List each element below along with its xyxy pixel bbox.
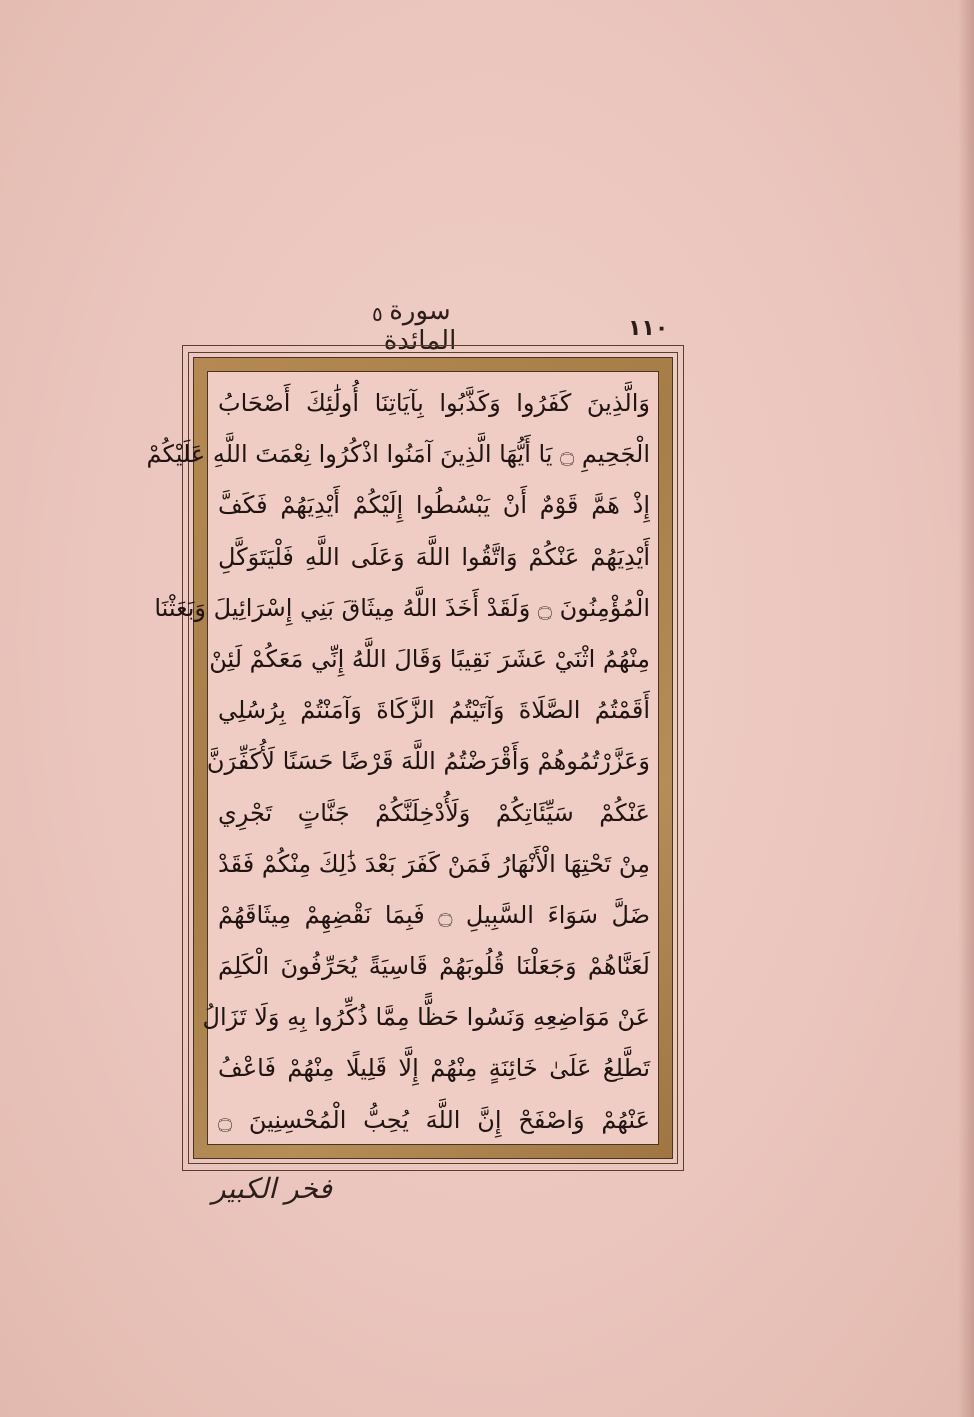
text-line: عَنْكُمْ سَيِّئَاتِكُمْ وَلَأُدْخِلَنَّكُمْ جَنَّاتٍ تَجْرِي xyxy=(218,798,650,827)
text-line: لَعَنَّاهُمْ وَجَعَلْنَا قُلُوبَهُمْ قَاسِيَةً يُحَرِّفُونَ الْكَلِمَ xyxy=(218,952,650,981)
surah-number: ٥ xyxy=(372,302,383,326)
text-block xyxy=(146,378,651,1146)
text-line: أَيْدِيَهُمْ عَنْكُمْ وَاتَّقُوا اللَّهَ وَعَلَى اللَّهِ فَلْيَتَوَكَّلِ xyxy=(218,542,650,571)
text-line: إِذْ هَمَّ قَوْمٌ أَنْ يَبْسُطُوا إِلَيْكُمْ أَيْدِيَهُمْ فَكَفَّ xyxy=(218,491,650,520)
text-line: مِنْهُمُ اثْنَيْ عَشَرَ نَقِيبًا وَقَالَ اللَّهُ إِنِّي مَعَكُمْ لَئِنْ xyxy=(209,644,650,673)
catchword-signature: فخر الكبير xyxy=(212,1172,332,1205)
text-line: مِنْ تَحْتِهَا الْأَنْهَارُ فَمَنْ كَفَرَ بَعْدَ ذَٰلِكَ مِنْكُمْ فَقَدْ xyxy=(218,849,650,878)
text-line: أَقَمْتُمُ الصَّلَاةَ وَآتَيْتُمُ الزَّكَاةَ وَآمَنْتُمْ بِرُسُلِي xyxy=(218,696,650,725)
page-edge-shadow xyxy=(958,0,974,1417)
text-line: الْجَحِيمِ ۝ يَا أَيُّهَا الَّذِينَ آمَنُوا اذْكُرُوا نِعْمَتَ اللَّهِ عَلَيْكُمْ xyxy=(146,440,650,469)
text-line: عَنْهُمْ وَاصْفَحْ إِنَّ اللَّهَ يُحِبُّ الْمُحْسِنِينَ ۝ xyxy=(218,1105,650,1134)
text-line: عَنْ مَوَاضِعِهِ وَنَسُوا حَظًّا مِمَّا ذُكِّرُوا بِهِ وَلَا تَزَالُ xyxy=(202,1003,650,1032)
text-line: تَطَّلِعُ عَلَىٰ خَائِنَةٍ مِنْهُمْ إِلَّا قَلِيلًا مِنْهُمْ فَاعْفُ xyxy=(218,1054,650,1083)
text-line: وَعَزَّرْتُمُوهُمْ وَأَقْرَضْتُمُ اللَّهَ قَرْضًا حَسَنًا لَأُكَفِّرَنَّ xyxy=(206,747,650,776)
text-line: ضَلَّ سَوَاءَ السَّبِيلِ ۝ فَبِمَا نَقْضِهِمْ مِيثَاقَهُمْ xyxy=(218,900,651,929)
text-line: وَالَّذِينَ كَفَرُوا وَكَذَّبُوا بِآيَاتِنَا أُولَٰئِكَ أَصْحَابُ xyxy=(218,389,650,417)
surah-title: سورة المائدة xyxy=(383,296,457,356)
text-line: الْمُؤْمِنُونَ ۝ وَلَقَدْ أَخَذَ اللَّهُ مِيثَاقَ بَنِي إِسْرَائِيلَ وَبَعَثْنَا xyxy=(154,593,650,622)
page-number: ١١٠ xyxy=(628,316,669,341)
